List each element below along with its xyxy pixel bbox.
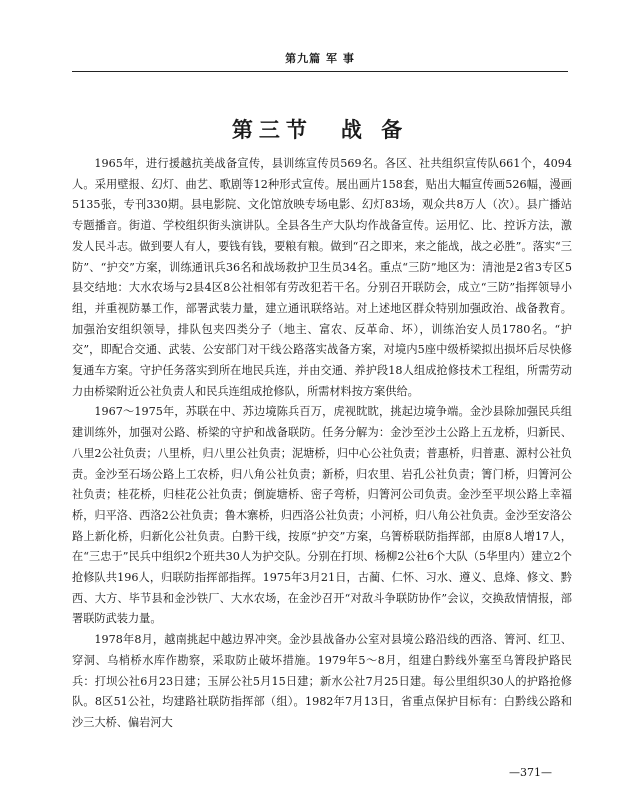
header-rule: [72, 71, 568, 72]
section-heading: 战 备: [340, 117, 409, 142]
running-header: 第九篇 军 事: [285, 52, 355, 65]
section-number: 第三节: [231, 117, 313, 142]
paragraph-1978: 1978年8月，越南挑起中越边界冲突。金沙县战备办公室对县境公路沿线的西洛、箐河、红卫、穿洞、乌梢桥水库作勘察，采取防止破坏措施。1979年5～8月，组建白黔线外塞至乌箐段护路民兵：打坝公社6月23日建；玉屏公社5月15日建；新水公社7月25日建。每公里组织30人的护路抢修队。8区51公社，均建路社联防指挥部（组）。1982年7月13日，省重点保护目标有：白黔线公路和沙三大桥、偏岩河大: [72, 633, 572, 729]
paragraph-1967-1975: 1967～1975年，苏联在中、苏边境陈兵百万，虎视眈眈，挑起边境争端。金沙县除加强民兵组建训练外，加强对公路、桥梁的守护和战备联防。任务分解为：金沙至沙土公路上五龙桥，归新民、八里2公社负责；八里桥，归八里公社负责；泥塘桥，归中心公社负责；普惠桥，归普惠、源村公社负责。金沙至石场公路上工农桥，归八角公社负责；新桥，归农里、岩孔公社负责；箐门桥，归箐河公社负责；桂花桥，归桂花公社负责；倒旋塘桥、密子弯桥，归箐河公司负责。金沙至平坝公路上幸福桥，归平洛、西洛2公社负责；鲁木寨桥，归西洛公社负责；小河桥，归八角公社负责。金沙至安洛公路上新化桥，归新化公社负责。白黔干线，按原“护交”方案，乌箐桥联防指挥部，由原8人增17人，在“三忠于”民兵中组织2个班共30人为护交队。分别在打坝、杨柳2公社6个大队（5华里内）建立2个抢修队共196人，归联防指挥部指挥。1975年3月21日，古蔺、仁怀、习水、遵义、息烽、修文、黔西、大方、毕节县和金沙铁厂、大水农场，在金沙召开“对敌斗争联防协作”会议，交换敌情情报，部署联防武装力量。: [72, 405, 572, 626]
section-title: [0, 114, 640, 144]
paragraph-1965: 1965年，进行援越抗美战备宣传，县训练宣传员569名。各区、社共组织宣传队661个，4094人。采用壁报、幻灯、曲艺、歌剧等12种形式宣传。展出画片158套，贴出大幅宣传画526幅，漫画5135张，专刊330期。县电影院、文化馆放映专场电影、幻灯83场，观众共8万人（次）。县广播站专题播音。街道、学校组织街头演讲队。全县各生产大队均作战备宣传。运用忆、比、控诉方法，激发人民斗志。做到要人有人，要钱有钱，要粮有粮。做到“召之即来，来之能战，战之必胜”。落实“三防”、“护交”方案，训练通讯兵36名和战场救护卫生员34名。重点“三防”地区为：清池是2省3专区5县交结地：大水农场与2县4区8公社相邻有劳改犯若干名。分别召开联防会，成立“三防”指挥领导小组，并重视防暴工作，部署武装力量，建立通讯联络站。对上述地区群众特别加强政治、战备教育。加强治安组织领导，排队包夹四类分子（地主、富农、反革命、坏），训练治安人员1780名。“护交”，即配合交通、武装、公安部门对干线公路落实战备方案，对境内5座中级桥梁拟出损坏后尽快修复通车方案。守护任务落实到所在地民兵连，并由交通、养护段18人组成抢修技术工程组，所需劳动力由桥梁附近公社负责人和民兵连组成抢修队，所需材料按方案供给。: [72, 157, 572, 398]
body-text: [72, 154, 572, 734]
page-number: —371—: [509, 766, 552, 779]
